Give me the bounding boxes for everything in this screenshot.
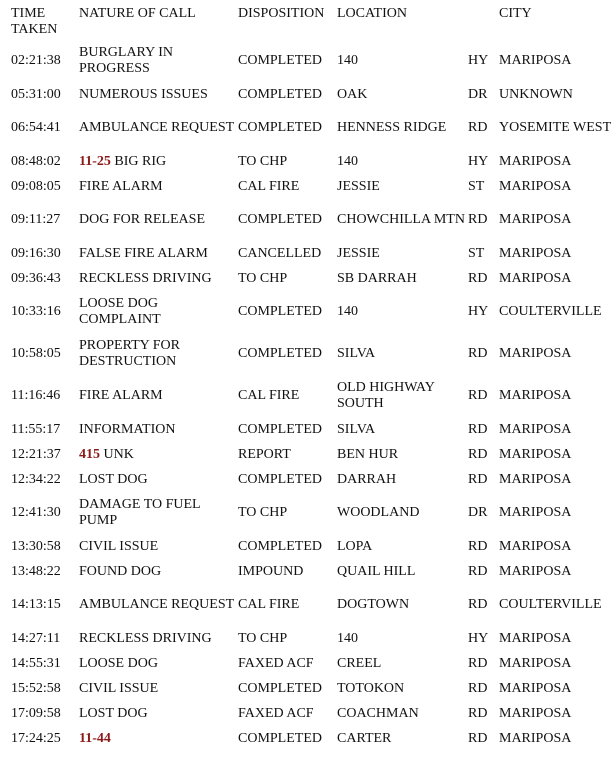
- time-taken-cell: 06:54:41: [11, 120, 61, 135]
- location-cell: SILVA: [337, 421, 376, 437]
- location-suffix-cell: ST: [468, 178, 485, 194]
- time-taken-cell: 15:52:58: [11, 680, 61, 696]
- nature-text: FIRE ALARM: [79, 388, 163, 403]
- call-row: [0, 174, 614, 199]
- city-cell: MARIPOSA: [499, 245, 572, 261]
- time-taken-cell: 11:16:46: [11, 388, 61, 403]
- call-row: [0, 442, 614, 467]
- nature-of-call-cell: [79, 676, 238, 701]
- location-cell: WOODLAND: [337, 505, 420, 520]
- nature-text: DAMAGE TO FUEL PUMP: [79, 497, 201, 528]
- nature-of-call-cell: [79, 82, 238, 107]
- location-suffix-cell: DR: [468, 505, 488, 520]
- call-row: [0, 40, 614, 82]
- disposition-cell: TO CHP: [238, 153, 288, 169]
- city-cell: MARIPOSA: [499, 655, 572, 671]
- call-rows: [0, 40, 614, 751]
- location-cell: COACHMAN: [337, 705, 419, 721]
- disposition-cell: CAL FIRE: [238, 597, 300, 612]
- header-location: LOCATION: [337, 6, 407, 21]
- location-suffix-cell: RD: [468, 388, 488, 403]
- location-cell: QUAIL HILL: [337, 563, 416, 579]
- header-nature-of-call: NATURE OF CALL: [79, 6, 196, 21]
- nature-of-call-cell: [79, 241, 238, 266]
- call-row: [0, 149, 614, 174]
- nature-of-call-cell: [79, 375, 238, 417]
- disposition-cell: COMPLETED: [238, 680, 322, 696]
- header-city: CITY: [499, 6, 532, 21]
- time-taken-cell: 09:16:30: [11, 245, 61, 261]
- time-taken-cell: 05:31:00: [11, 86, 61, 102]
- city-cell: MARIPOSA: [499, 178, 572, 194]
- call-row: [0, 626, 614, 651]
- location-suffix-cell: RD: [468, 680, 488, 696]
- city-cell: MARIPOSA: [499, 388, 572, 403]
- call-row: [0, 492, 614, 534]
- call-code: 11-25: [79, 153, 111, 169]
- city-cell: MARIPOSA: [499, 730, 572, 746]
- call-row: [0, 467, 614, 492]
- time-taken-cell: 17:24:25: [11, 730, 61, 746]
- city-cell: MARIPOSA: [499, 446, 572, 462]
- nature-of-call-cell: [79, 291, 238, 333]
- nature-of-call-cell: [79, 333, 238, 375]
- nature-of-call-cell: [79, 626, 238, 651]
- location-cell: 140: [337, 630, 358, 646]
- nature-of-call-cell: [79, 701, 238, 726]
- city-cell: MARIPOSA: [499, 471, 572, 487]
- nature-of-call-cell: [79, 559, 238, 584]
- location-cell: LOPA: [337, 538, 373, 554]
- call-row: [0, 199, 614, 241]
- nature-text: CIVIL ISSUE: [79, 680, 159, 696]
- call-row: [0, 266, 614, 291]
- nature-text: INFORMATION: [79, 421, 176, 437]
- call-row: [0, 291, 614, 333]
- call-row: [0, 333, 614, 375]
- time-taken-cell: 13:30:58: [11, 538, 61, 554]
- disposition-cell: COMPLETED: [238, 212, 322, 227]
- nature-of-call-cell: [79, 651, 238, 676]
- location-suffix-cell: ST: [468, 245, 485, 261]
- location-suffix-cell: RD: [468, 655, 488, 671]
- city-cell: MARIPOSA: [499, 563, 572, 579]
- location-suffix-cell: RD: [468, 212, 488, 227]
- location-cell: CHOWCHILLA MTN: [337, 212, 465, 227]
- nature-text: AMBULANCE REQUEST: [79, 597, 235, 612]
- call-row: [0, 241, 614, 266]
- location-suffix-cell: RD: [468, 471, 488, 487]
- nature-of-call-cell: [79, 726, 238, 751]
- location-suffix-cell: RD: [468, 563, 488, 579]
- city-cell: COULTERVILLE: [499, 597, 602, 612]
- nature-of-call-cell: [79, 199, 238, 241]
- city-cell: MARIPOSA: [499, 153, 572, 169]
- nature-text: NUMEROUS ISSUES: [79, 86, 208, 102]
- disposition-cell: REPORT: [238, 446, 291, 462]
- disposition-cell: CAL FIRE: [238, 178, 300, 194]
- location-suffix-cell: RD: [468, 730, 488, 746]
- location-suffix-cell: RD: [468, 120, 488, 135]
- city-cell: MARIPOSA: [499, 421, 572, 437]
- location-cell: TOTOKON: [337, 680, 405, 696]
- call-row: [0, 534, 614, 559]
- nature-text: LOOSE DOG: [79, 655, 158, 671]
- nature-text: LOST DOG: [79, 705, 148, 721]
- disposition-cell: TO CHP: [238, 505, 288, 520]
- nature-of-call-cell: [79, 149, 238, 174]
- call-row: [0, 584, 614, 626]
- header-disposition: DISPOSITION: [238, 6, 325, 21]
- location-cell: SB DARRAH: [337, 270, 417, 286]
- location-suffix-cell: RD: [468, 421, 488, 437]
- call-row: [0, 701, 614, 726]
- location-suffix-cell: HY: [468, 53, 489, 68]
- time-taken-cell: 17:09:58: [11, 705, 61, 721]
- header-row: [0, 0, 614, 40]
- disposition-cell: FAXED ACF: [238, 705, 314, 721]
- time-taken-cell: 12:34:22: [11, 471, 61, 487]
- disposition-cell: COMPLETED: [238, 120, 322, 135]
- location-cell: CREEL: [337, 655, 382, 671]
- time-taken-cell: 12:41:30: [11, 505, 61, 520]
- call-row: [0, 651, 614, 676]
- nature-of-call-cell: [79, 417, 238, 442]
- call-row: [0, 375, 614, 417]
- time-taken-cell: 10:58:05: [11, 346, 61, 361]
- call-row: [0, 559, 614, 584]
- nature-text: RECKLESS DRIVING: [79, 270, 212, 286]
- location-suffix-cell: RD: [468, 270, 488, 286]
- time-taken-cell: 09:36:43: [11, 270, 61, 286]
- location-cell: JESSIE: [337, 178, 380, 194]
- location-cell: 140: [337, 304, 358, 319]
- location-suffix-cell: HY: [468, 153, 489, 169]
- location-cell: OLD HIGHWAY SOUTH: [337, 380, 435, 411]
- call-row: [0, 107, 614, 149]
- time-taken-cell: 12:21:37: [11, 446, 61, 462]
- time-taken-cell: 13:48:22: [11, 563, 61, 579]
- location-suffix-cell: RD: [468, 538, 488, 554]
- call-row: [0, 82, 614, 107]
- disposition-cell: COMPLETED: [238, 730, 322, 746]
- time-taken-cell: 02:21:38: [11, 53, 61, 68]
- location-cell: DARRAH: [337, 471, 397, 487]
- time-taken-cell: 14:13:15: [11, 597, 61, 612]
- nature-text: RECKLESS DRIVING: [79, 630, 212, 646]
- nature-of-call-cell: [79, 174, 238, 199]
- location-suffix-cell: HY: [468, 630, 489, 646]
- location-suffix-cell: DR: [468, 86, 488, 102]
- time-taken-cell: 11:55:17: [11, 421, 61, 437]
- city-cell: UNKNOWN: [499, 86, 573, 102]
- disposition-cell: COMPLETED: [238, 53, 322, 68]
- time-taken-cell: 14:27:11: [11, 630, 61, 646]
- city-cell: MARIPOSA: [499, 53, 572, 68]
- location-cell: HENNESS RIDGE: [337, 120, 447, 135]
- city-cell: COULTERVILLE: [499, 304, 602, 319]
- location-suffix-cell: RD: [468, 446, 488, 462]
- disposition-cell: COMPLETED: [238, 538, 322, 554]
- nature-text: FALSE FIRE ALARM: [79, 245, 208, 261]
- nature-of-call-cell: [79, 40, 238, 82]
- nature-of-call-cell: [79, 467, 238, 492]
- disposition-cell: TO CHP: [238, 270, 288, 286]
- time-taken-cell: 14:55:31: [11, 655, 61, 671]
- location-cell: 140: [337, 53, 358, 68]
- city-cell: MARIPOSA: [499, 630, 572, 646]
- location-cell: 140: [337, 153, 358, 169]
- nature-text: AMBULANCE REQUEST: [79, 120, 235, 135]
- nature-text: DOG FOR RELEASE: [79, 212, 206, 227]
- city-cell: MARIPOSA: [499, 705, 572, 721]
- nature-of-call-cell: [79, 492, 238, 534]
- city-cell: YOSEMITE WEST: [499, 120, 612, 135]
- nature-text: LOOSE DOG COMPLAINT: [79, 296, 161, 327]
- disposition-cell: COMPLETED: [238, 86, 322, 102]
- nature-text: PROPERTY FOR DESTRUCTION: [79, 338, 180, 369]
- location-cell: JESSIE: [337, 245, 380, 261]
- header-location-suffix: [468, 0, 499, 40]
- disposition-cell: IMPOUND: [238, 563, 304, 579]
- nature-of-call-cell: [79, 534, 238, 559]
- call-code: 11-44: [79, 730, 111, 746]
- call-row: [0, 676, 614, 701]
- nature-text: CIVIL ISSUE: [79, 538, 159, 554]
- nature-text: BURGLARY IN PROGRESS: [79, 45, 173, 76]
- disposition-cell: CAL FIRE: [238, 388, 300, 403]
- call-row: [0, 726, 614, 751]
- disposition-cell: COMPLETED: [238, 421, 322, 437]
- time-taken-cell: 10:33:16: [11, 304, 61, 319]
- time-taken-cell: 09:08:05: [11, 178, 61, 194]
- nature-text: LOST DOG: [79, 471, 148, 487]
- disposition-cell: COMPLETED: [238, 346, 322, 361]
- nature-of-call-cell: [79, 107, 238, 149]
- disposition-cell: COMPLETED: [238, 304, 322, 319]
- nature-text: FOUND DOG: [79, 563, 162, 579]
- time-taken-cell: 08:48:02: [11, 153, 61, 169]
- disposition-cell: CANCELLED: [238, 245, 322, 261]
- header-time-taken: TIME TAKEN: [11, 6, 58, 37]
- location-cell: CARTER: [337, 730, 392, 746]
- city-cell: MARIPOSA: [499, 680, 572, 696]
- call-row: [0, 417, 614, 442]
- location-cell: BEN HUR: [337, 446, 399, 462]
- disposition-cell: FAXED ACF: [238, 655, 314, 671]
- location-suffix-cell: RD: [468, 346, 488, 361]
- location-cell: SILVA: [337, 346, 376, 361]
- nature-of-call-cell: [79, 266, 238, 291]
- nature-text: FIRE ALARM: [79, 178, 163, 194]
- city-cell: MARIPOSA: [499, 538, 572, 554]
- city-cell: MARIPOSA: [499, 505, 572, 520]
- city-cell: MARIPOSA: [499, 346, 572, 361]
- location-suffix-cell: RD: [468, 597, 488, 612]
- location-suffix-cell: HY: [468, 304, 489, 319]
- location-suffix-cell: RD: [468, 705, 488, 721]
- location-cell: DOGTOWN: [337, 597, 410, 612]
- nature-of-call-cell: [79, 584, 238, 626]
- call-code: 415: [79, 446, 100, 462]
- nature-text: UNK: [103, 446, 134, 462]
- location-cell: OAK: [337, 86, 368, 102]
- city-cell: MARIPOSA: [499, 212, 572, 227]
- time-taken-cell: 09:11:27: [11, 212, 61, 227]
- disposition-cell: TO CHP: [238, 630, 288, 646]
- nature-text: BIG RIG: [114, 153, 167, 169]
- nature-of-call-cell: [79, 442, 238, 467]
- disposition-cell: COMPLETED: [238, 471, 322, 487]
- city-cell: MARIPOSA: [499, 270, 572, 286]
